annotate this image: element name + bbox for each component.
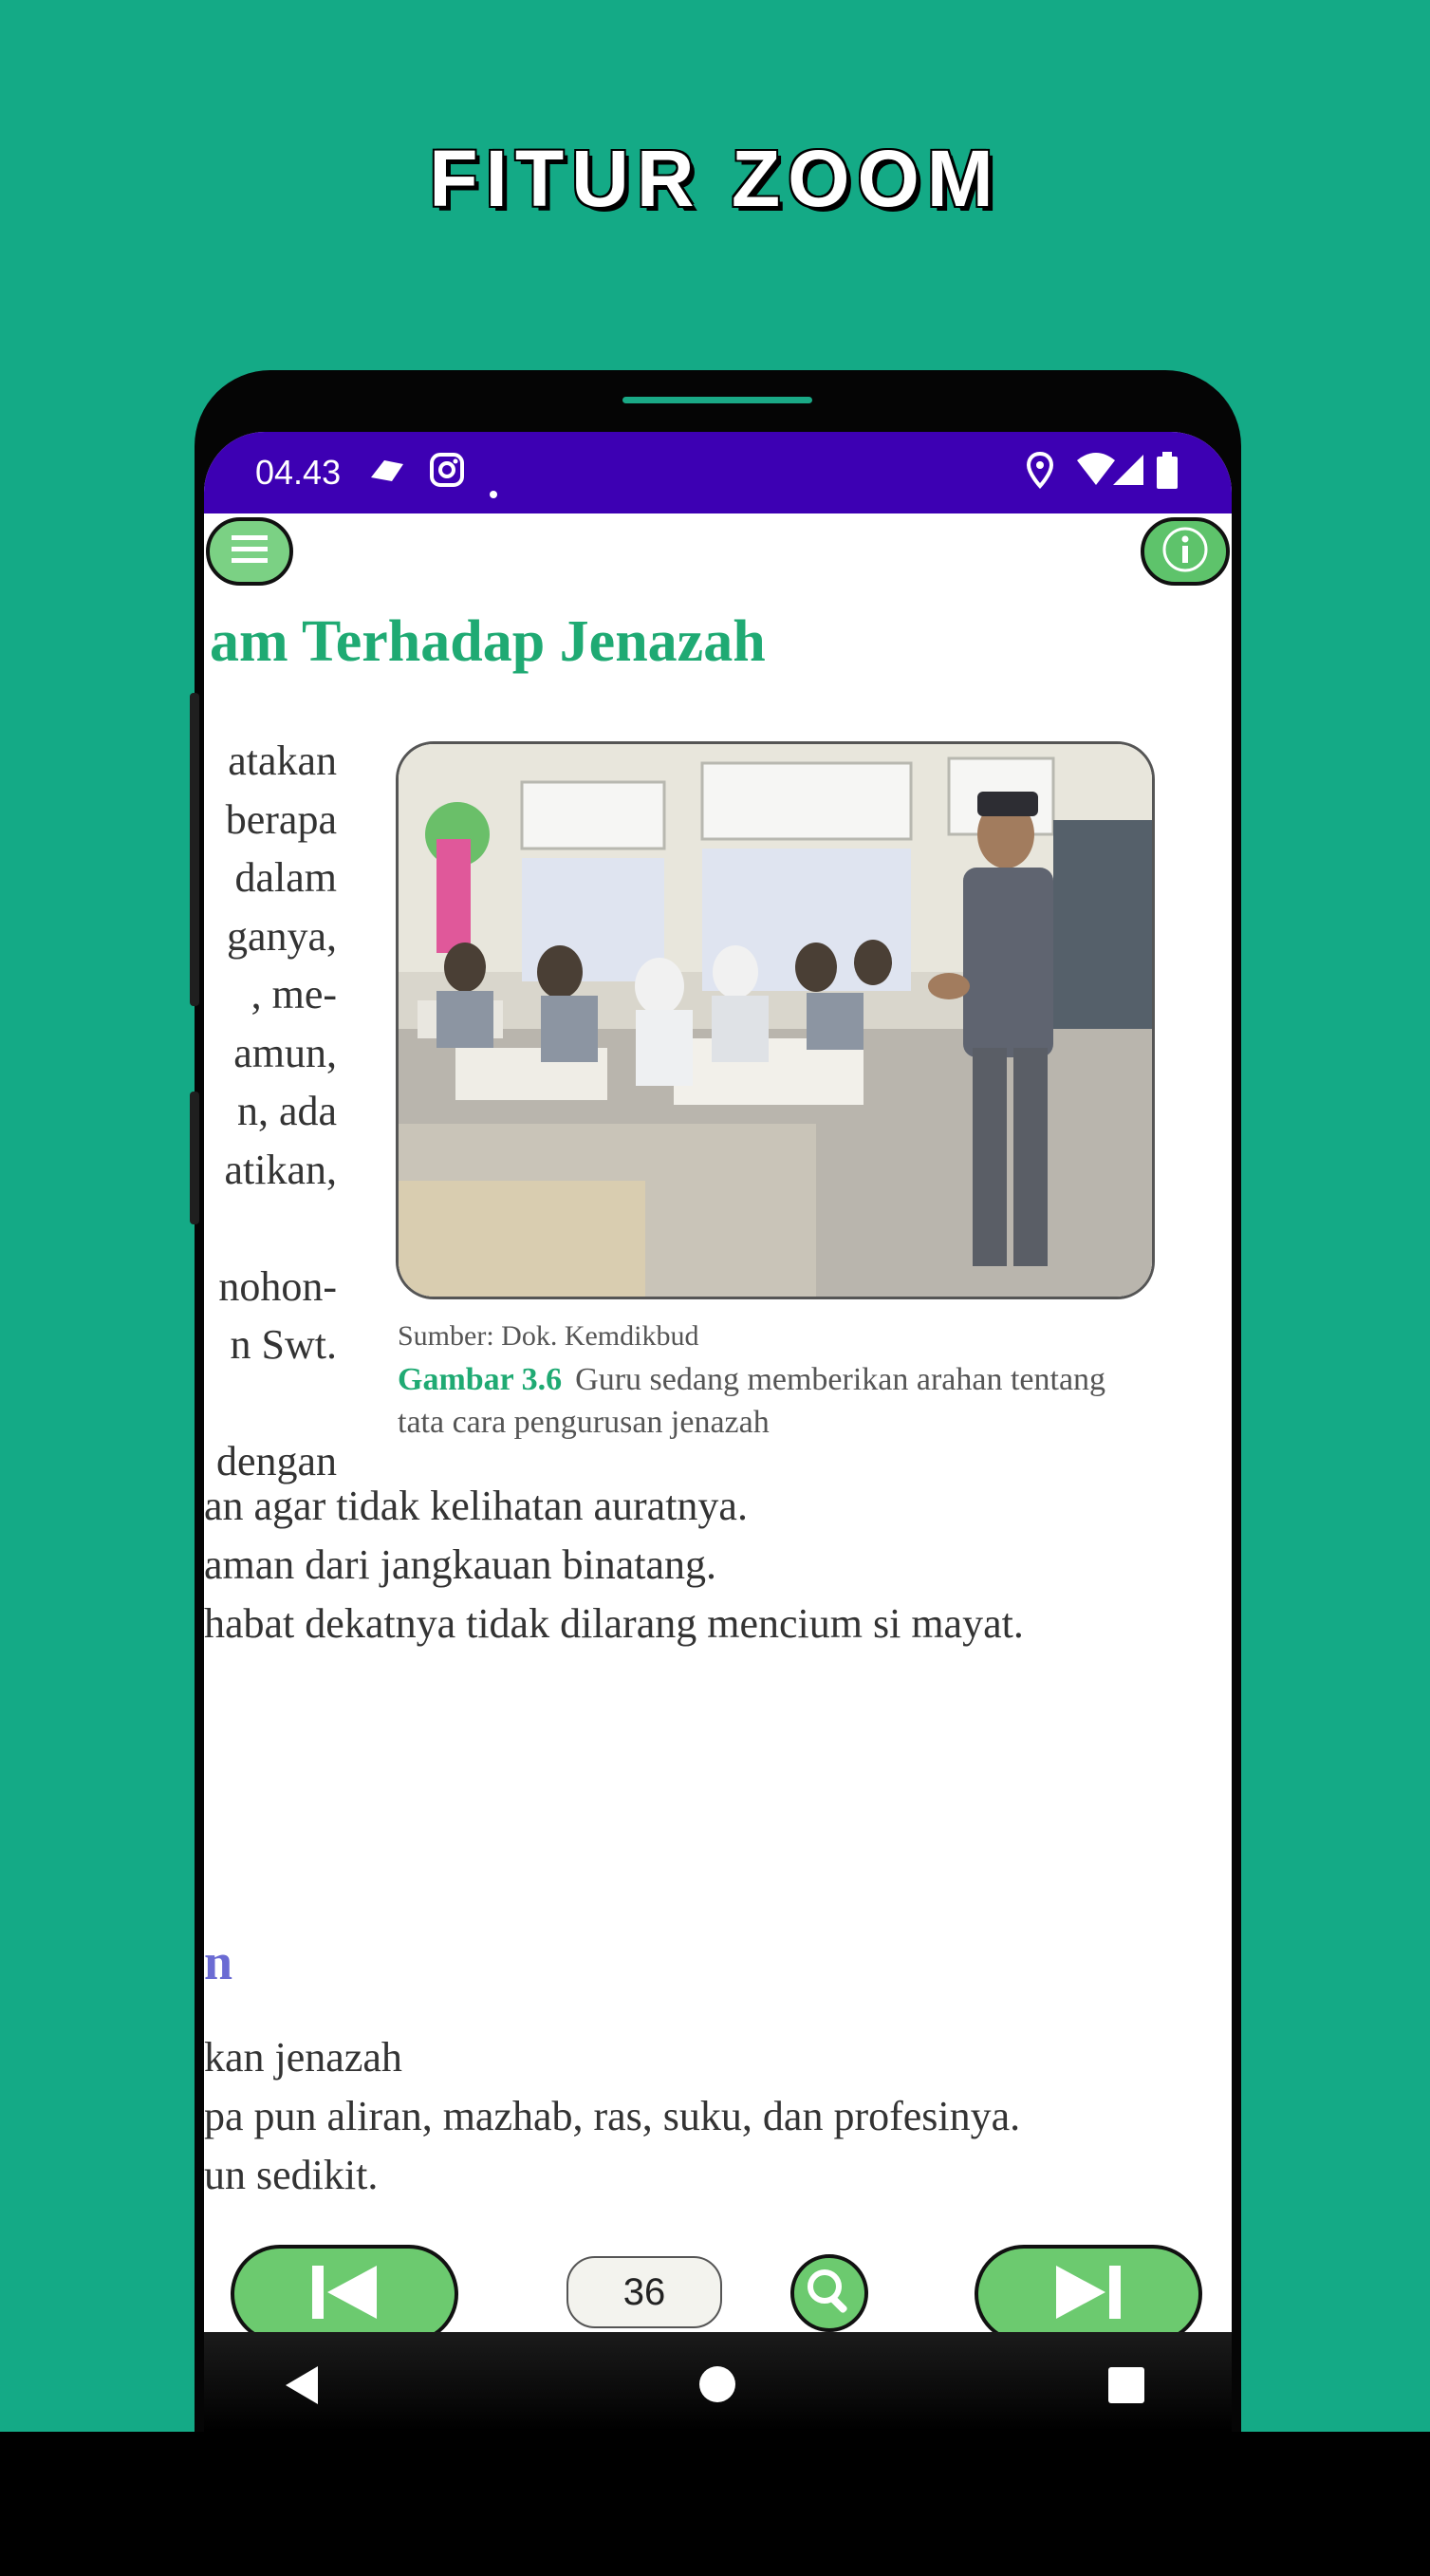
status-time: 04.43 [255, 453, 342, 492]
phone-side-button [190, 693, 199, 1006]
text-line: un sedikit. [204, 2152, 379, 2198]
figure-caption [398, 1358, 1119, 1444]
battery-icon [1155, 451, 1179, 499]
figure-source: Sumber: Dok. Kemdikbud [398, 1320, 699, 1352]
classroom-photo [396, 741, 1155, 1299]
phone-frame [195, 370, 1241, 2432]
zoom-search-button[interactable] [790, 2254, 868, 2332]
text-line: n, ada [236, 1088, 337, 1134]
skip-previous-icon [306, 2262, 382, 2327]
text-line: ganya, [226, 912, 337, 960]
text-line [204, 1374, 337, 1433]
skip-next-icon [1050, 2262, 1126, 2327]
text-line: pa pun aliran, mazhab, ras, suku, dan profesinya. [204, 2093, 1021, 2139]
section-heading-fragment: n [204, 1933, 233, 1990]
phone-screen [204, 432, 1232, 2432]
previous-page-button[interactable] [231, 2245, 458, 2343]
home-icon[interactable] [697, 2364, 737, 2409]
text-line: atakan [228, 737, 337, 784]
phone-speaker [622, 397, 812, 403]
promo-title: FITUR ZOOM [429, 134, 1001, 223]
text-line: dalam [234, 854, 337, 901]
text-line: nohon- [218, 1262, 337, 1310]
figure-label: Gambar 3.6 [398, 1362, 563, 1397]
text-line: dengan [215, 1438, 337, 1484]
recents-icon[interactable] [1107, 2366, 1145, 2409]
text-line: n Swt. [230, 1321, 337, 1368]
android-navigation-bar [204, 2332, 1232, 2432]
location-icon [1026, 451, 1054, 497]
next-page-button[interactable] [975, 2245, 1202, 2343]
back-icon[interactable] [284, 2364, 322, 2411]
info-icon [1161, 525, 1210, 579]
body-text-2 [204, 2028, 1020, 2205]
text-line: amun, [233, 1029, 337, 1076]
instagram-icon [428, 451, 466, 497]
text-line [204, 1199, 337, 1258]
text-line: kan jenazah [204, 2034, 402, 2081]
bottom-black-band [0, 2432, 1430, 2576]
book-page[interactable] [204, 513, 1232, 2332]
text-line: , me- [251, 971, 337, 1017]
hamburger-menu-icon [228, 531, 271, 573]
text-line: aman dari jangkauan binatang. [204, 1541, 717, 1588]
page-heading: am Terhadap Jenazah [210, 609, 766, 674]
text-line: berapa [225, 795, 337, 843]
body-text [204, 1477, 1024, 1653]
text-line: an agar tidak kelihatan auratnya. [204, 1483, 748, 1529]
search-icon [804, 2266, 855, 2322]
figure-caption-text: Guru sedang memberikan arahan tentang tata cara pengurusan jenazah [398, 1362, 1106, 1440]
left-column-text [204, 732, 337, 1491]
text-line: habat dekatnya tidak dilarang mencium si mayat. [204, 1600, 1024, 1647]
menu-button[interactable] [206, 517, 293, 586]
page-number-display[interactable]: 36 [566, 2256, 722, 2328]
notification-tag-icon [367, 451, 407, 499]
status-bar [204, 432, 1232, 513]
text-line: atikan, [224, 1146, 337, 1193]
info-button[interactable] [1141, 517, 1230, 586]
signal-icon [1111, 451, 1145, 497]
phone-side-button [190, 1092, 199, 1224]
dot-icon [489, 468, 498, 508]
